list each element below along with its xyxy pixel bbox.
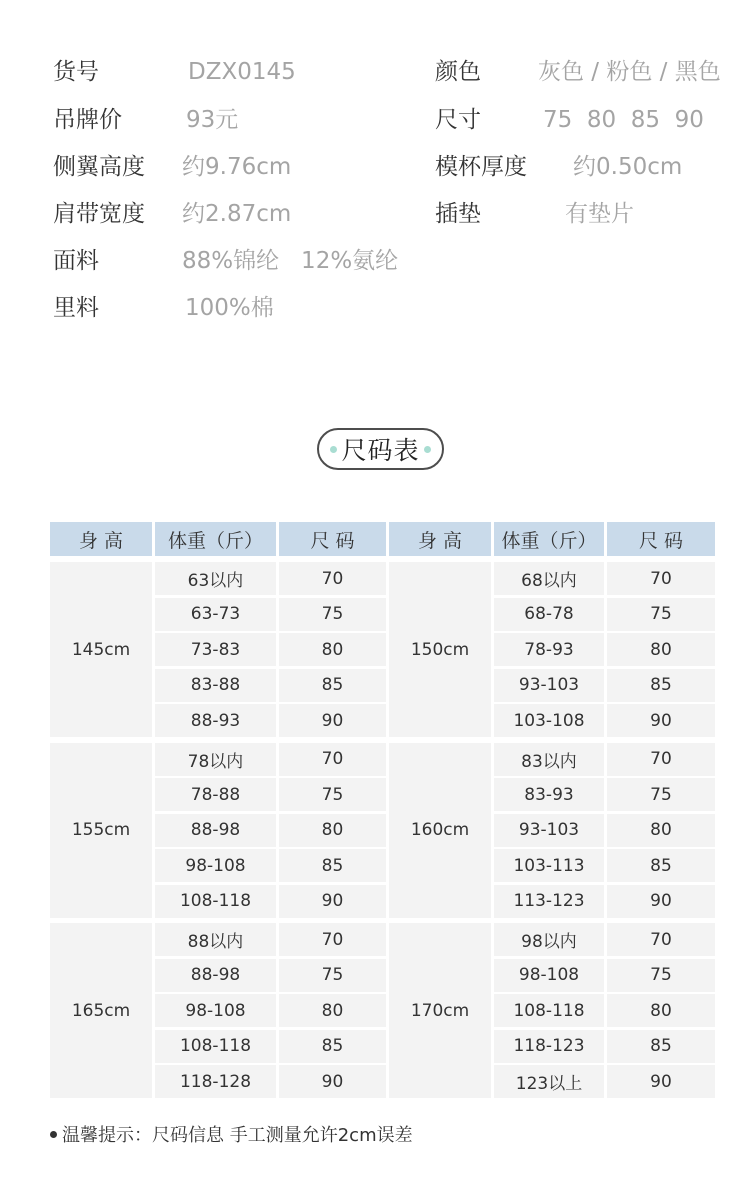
spec-lining-value: 100%棉 — [185, 295, 274, 321]
table-size-cell: 85 — [607, 1030, 715, 1063]
table-size-cell: 70 — [279, 743, 386, 776]
spec-strap-width-label: 肩带宽度 — [53, 201, 145, 227]
spec-cup-thickness-label: 模杯厚度 — [435, 154, 527, 180]
table-weight-cell: 113-123 — [494, 885, 604, 918]
table-size-cell: 80 — [279, 994, 386, 1027]
table-height-cell: 170cm — [389, 923, 491, 1098]
table-size-cell: 85 — [279, 669, 386, 702]
spec-size-label: 尺寸 — [435, 107, 481, 133]
table-height-cell: 160cm — [389, 743, 491, 918]
table-weight-cell: 118-123 — [494, 1030, 604, 1063]
table-weight-cell: 98-108 — [494, 959, 604, 992]
spec-side-wing-label: 侧翼高度 — [53, 154, 145, 180]
table-size-cell: 75 — [279, 959, 386, 992]
table-weight-cell: 83以内 — [494, 743, 604, 776]
spec-insert-pad-value: 有垫片 — [565, 201, 634, 227]
table-weight-cell: 108-118 — [155, 885, 276, 918]
table-height-cell: 155cm — [50, 743, 152, 918]
table-header-size-left: 尺 码 — [279, 522, 386, 556]
table-weight-cell: 78-93 — [494, 633, 604, 666]
table-size-cell: 80 — [279, 814, 386, 847]
spec-fabric-label: 面料 — [53, 248, 99, 274]
size-chart-title-text: 尺码表 — [341, 436, 420, 465]
table-size-cell: 90 — [607, 885, 715, 918]
table-weight-cell: 108-118 — [155, 1030, 276, 1063]
table-height-cell: 165cm — [50, 923, 152, 1098]
title-dot-right — [424, 446, 431, 453]
table-header-weight-left: 体重（斤） — [155, 522, 276, 556]
spec-strap-width-value: 约2.87cm — [182, 201, 292, 227]
table-weight-cell: 83-93 — [494, 778, 604, 811]
spec-tag-price-label: 吊牌价 — [53, 107, 122, 133]
table-size-cell: 85 — [607, 669, 715, 702]
spec-color-label: 颜色 — [435, 59, 481, 85]
table-weight-cell: 63-73 — [155, 598, 276, 631]
table-weight-cell: 73-83 — [155, 633, 276, 666]
table-header-height-left: 身 高 — [50, 522, 152, 556]
table-size-cell: 90 — [607, 1065, 715, 1098]
table-weight-cell: 103-108 — [494, 704, 604, 737]
table-weight-cell: 123以上 — [494, 1065, 604, 1098]
table-size-cell: 75 — [607, 598, 715, 631]
table-weight-cell: 68以内 — [494, 562, 604, 595]
table-size-cell: 70 — [607, 923, 715, 956]
table-weight-cell: 88以内 — [155, 923, 276, 956]
spec-lining-label: 里料 — [53, 295, 99, 321]
table-weight-cell: 108-118 — [494, 994, 604, 1027]
table-weight-cell: 78-88 — [155, 778, 276, 811]
size-chart-title — [317, 428, 444, 470]
table-weight-cell: 63以内 — [155, 562, 276, 595]
spec-size-value: 75 80 85 90 — [543, 107, 704, 133]
table-weight-cell: 118-128 — [155, 1065, 276, 1098]
table-size-cell: 70 — [607, 743, 715, 776]
table-size-cell: 75 — [279, 598, 386, 631]
table-header-weight-right: 体重（斤） — [494, 522, 604, 556]
table-weight-cell: 88-93 — [155, 704, 276, 737]
table-header-height-right: 身 高 — [389, 522, 491, 556]
title-dot-left — [330, 446, 337, 453]
table-height-cell: 145cm — [50, 562, 152, 737]
spec-insert-pad-label: 插垫 — [435, 201, 481, 227]
spec-side-wing-value: 约9.76cm — [182, 154, 292, 180]
table-size-cell: 80 — [607, 633, 715, 666]
spec-fabric-value: 88%锦纶 12%氨纶 — [182, 248, 399, 274]
spec-tag-price-value: 93元 — [186, 107, 239, 133]
table-weight-cell: 78以内 — [155, 743, 276, 776]
warm-tip-text: 温馨提示：尺码信息 手工测量允许2cm误差 — [62, 1125, 413, 1146]
table-weight-cell: 93-103 — [494, 669, 604, 702]
table-weight-cell: 88-98 — [155, 959, 276, 992]
table-header-size-right: 尺 码 — [607, 522, 715, 556]
table-size-cell: 80 — [607, 814, 715, 847]
table-size-cell: 80 — [607, 994, 715, 1027]
table-size-cell: 75 — [279, 778, 386, 811]
table-size-cell: 90 — [279, 704, 386, 737]
table-size-cell: 70 — [279, 562, 386, 595]
bullet-icon — [50, 1131, 57, 1138]
table-weight-cell: 98-108 — [155, 849, 276, 882]
table-weight-cell: 93-103 — [494, 814, 604, 847]
table-weight-cell: 103-113 — [494, 849, 604, 882]
table-size-cell: 85 — [607, 849, 715, 882]
table-weight-cell: 98以内 — [494, 923, 604, 956]
table-weight-cell: 83-88 — [155, 669, 276, 702]
table-size-cell: 80 — [279, 633, 386, 666]
table-size-cell: 90 — [279, 1065, 386, 1098]
table-size-cell: 85 — [279, 1030, 386, 1063]
table-weight-cell: 98-108 — [155, 994, 276, 1027]
table-weight-cell: 88-98 — [155, 814, 276, 847]
table-size-cell: 75 — [607, 778, 715, 811]
table-size-cell: 90 — [279, 885, 386, 918]
spec-cup-thickness-value: 约0.50cm — [573, 154, 683, 180]
table-size-cell: 85 — [279, 849, 386, 882]
size-chart-title-frame — [317, 428, 444, 470]
spec-color-value: 灰色 / 粉色 / 黑色 — [538, 59, 721, 85]
spec-item-no-label: 货号 — [53, 59, 99, 85]
table-size-cell: 70 — [279, 923, 386, 956]
spec-item-no-value: DZX0145 — [188, 59, 296, 85]
table-size-cell: 90 — [607, 704, 715, 737]
table-height-cell: 150cm — [389, 562, 491, 737]
warm-tip — [50, 1121, 413, 1147]
table-weight-cell: 68-78 — [494, 598, 604, 631]
table-size-cell: 75 — [607, 959, 715, 992]
table-size-cell: 70 — [607, 562, 715, 595]
